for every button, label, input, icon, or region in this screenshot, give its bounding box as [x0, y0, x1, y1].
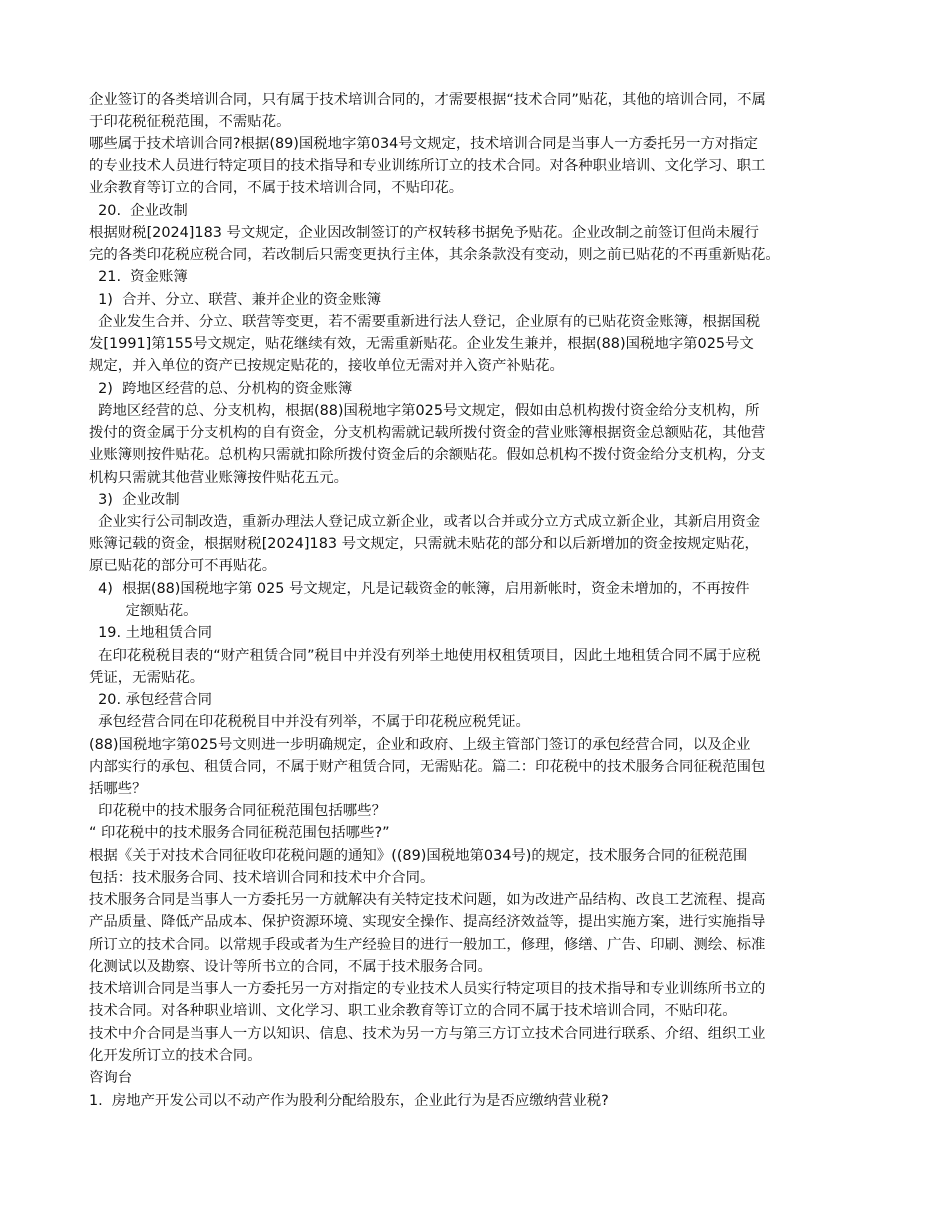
list-item: 4) 根据(88)国税地字第 025 号文规定，凡是记载资金的帐簿，启用新帐时，资金未增加的，不再按件 — [89, 581, 750, 597]
text-line: 凭证，无需贴花。 — [89, 670, 205, 686]
list-item-continuation: 定额贴花。 — [89, 603, 198, 619]
text-line: 内部实行的承包、租赁合同，不属于财产租赁合同，无需贴花。篇二：印花税中的技术服务合同征税范围包 — [89, 759, 766, 775]
text-line: 化测试以及勘察、设计等所书立的合同，不属于技术服务合同。 — [89, 959, 492, 975]
subsection-heading: 1) 合并、分立、联营、兼并企业的资金账簿 — [89, 292, 382, 308]
text-line: 化开发所订立的技术合同。 — [89, 1048, 262, 1064]
section-heading: 20. 承包经营合同 — [89, 692, 212, 708]
subsection-heading: 3) 企业改制 — [89, 492, 180, 508]
text-line: 企业实行公司制改造，重新办理法人登记成立新企业，或者以合并或分立方式成立新企业，其新启用资金 — [89, 514, 761, 530]
text-line: 所订立的技术合同。以常规手段或者为生产经验目的进行一般加工，修理，修缮、广告、印刷、测绘、标准 — [89, 937, 766, 953]
section-heading: 20. 企业改制 — [89, 203, 188, 219]
text-line: 技术合同。对各种职业培训、文化学习、职工业余教育等订立的合同不属于技术培训合同，不贴印花。 — [89, 1003, 737, 1019]
text-line: 括哪些？ — [89, 781, 147, 797]
text-line: 承包经营合同在印花税税目中并没有列举，不属于印花税应税凭证。 — [89, 714, 530, 730]
text-line: 发[1991]第155号文规定，贴花继续有效，无需重新贴花。企业发生兼并，根据(88)国税地字第025号文 — [89, 336, 754, 352]
text-line: 账簿记载的资金，根据财税[2024]183 号文规定，只需就未贴花的部分和以后新增加的资金按规定贴花， — [89, 536, 759, 552]
text-line: 技术培训合同是当事人一方委托另一方对指定的专业技术人员实行特定项目的技术指导和专业训练所书立的 — [89, 981, 766, 997]
quoted-title: “ 印花税中的技术服务合同征税范围包括哪些?” — [89, 825, 390, 841]
text-line: 产品质量、降低产品成本、保护资源环境、实现安全操作、提高经济效益等，提出实施方案，进行实施指导 — [89, 914, 766, 930]
text-line: 规定，并入单位的资产已按规定贴花的，接收单位无需对并入资产补贴花。 — [89, 358, 564, 374]
text-line: 业账簿则按件贴花。总机构只需就扣除所拨付资金后的余额贴花。假如总机构不拨付资金给分支机构，分支 — [89, 447, 766, 463]
text-line: (88)国税地字第025号文则进一步明确规定，企业和政府、上级主管部门签订的承包经营合同，以及企业 — [89, 737, 751, 753]
text-line: 企业发生合并、分立、联营等变更，若不需要重新进行法人登记，企业原有的已贴花资金账簿，根据国税 — [89, 314, 761, 330]
text-line: 技术服务合同是当事人一方委托另一方就解决有关特定技术问题，如为改进产品结构、改良工艺流程、提高 — [89, 892, 766, 908]
text-line: 根据财税[2024]183 号文规定，企业因改制签订的产权转移书据免予贴花。企业改制之前签订但尚未履行 — [89, 225, 759, 241]
text-line: 原已贴花的部分可不再贴花。 — [89, 558, 277, 574]
subsection-heading: 2) 跨地区经营的总、分机构的资金账簿 — [89, 381, 353, 397]
text-line: 在印花税税目表的“财产租赁合同”税目中并没有列举土地使用权租赁项目，因此土地租赁合同不属于应税 — [89, 648, 761, 664]
text-line: 机构只需就其他营业账簿按件贴花五元。 — [89, 470, 349, 486]
article-title: 印花税中的技术服务合同征税范围包括哪些？ — [89, 803, 386, 819]
text-line: 技术中介合同是当事人一方以知识、信息、技术为另一方与第三方订立技术合同进行联系、介绍、组织工业 — [89, 1026, 766, 1042]
text-line: 哪些属于技术培训合同?根据(89)国税地字第034号文规定，技术培训合同是当事人一方委托另一方对指定 — [89, 136, 759, 152]
text-line: 于印花税征税范围，不需贴花。 — [89, 114, 291, 130]
text-line: 的专业技术人员进行特定项目的技术指导和专业训练所订立的技术合同。对各种职业培训、文化学习、职工 — [89, 158, 766, 174]
text-line: 业余教育等订立的合同，不属于技术培训合同，不贴印花。 — [89, 180, 464, 196]
section-heading: 21. 资金账簿 — [89, 269, 188, 285]
section-label: 咨询台 — [89, 1070, 133, 1086]
text-line: 跨地区经营的总、分支机构，根据(88)国税地字第025号文规定，假如由总机构拨付资金给分支机构，所 — [89, 403, 760, 419]
text-line: 完的各类印花税应税合同，若改制后只需变更执行主体，其余条款没有变动，则之前已贴花的不再重新贴花。 — [89, 247, 780, 263]
text-line: 根据《关于对技术合同征收印花税问题的通知》((89)国税地第034号)的规定，技术服务合同的征税范围 — [89, 848, 748, 864]
section-heading: 19. 土地租赁合同 — [89, 625, 212, 641]
text-line: 拨付的资金属于分支机构的自有资金，分支机构需就记载所拨付资金的营业账簿根据资金总额贴花，其他营 — [89, 425, 766, 441]
text-line: 包括：技术服务合同、技术培训合同和技术中介合同。 — [89, 870, 435, 886]
text-line: 企业签订的各类培训合同，只有属于技术培训合同的，才需要根据“技术合同”贴花，其他的培训合同，不属 — [89, 92, 766, 108]
question-item: 1. 房地产开发公司以不动产作为股利分配给股东，企业此行为是否应缴纳营业税? — [89, 1093, 609, 1109]
